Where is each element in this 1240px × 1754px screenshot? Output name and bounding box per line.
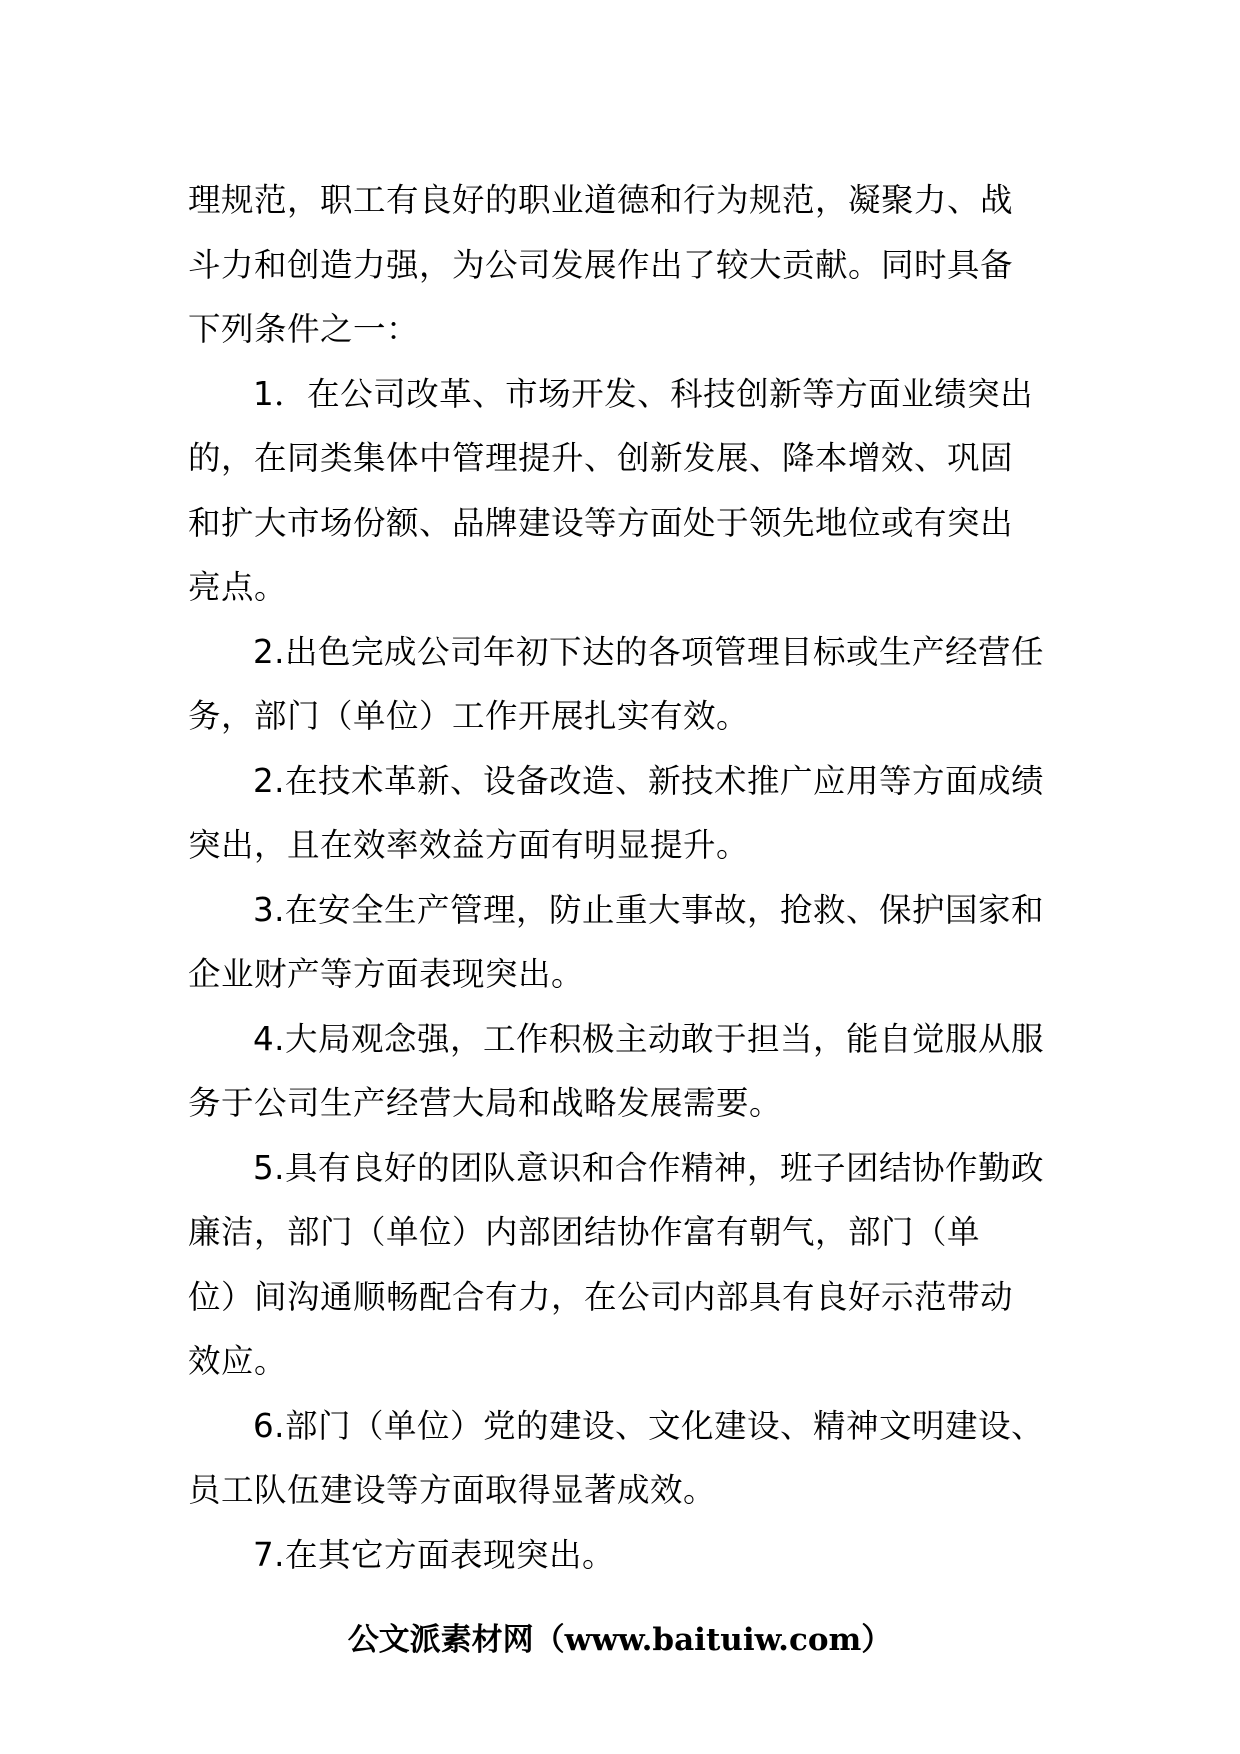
text-line: 突出，且在效率效益方面有明显提升。 [188, 826, 750, 864]
text-line: 位）间沟通顺畅配合有力，在公司内部具有良好示范带动 [188, 1277, 1014, 1316]
text-line: 务于公司生产经营大局和战略发展需要。 [188, 1084, 783, 1122]
text-line: 效应。 [188, 1342, 288, 1380]
text-line: 亮点。 [188, 568, 288, 606]
text-line: 务，部门（单位）工作开展扎实有效。 [188, 697, 750, 735]
watermark-footer: 公文派素材网（www.baituiw.com） [347, 1622, 893, 1658]
text-line: 斗力和创造力强，为公司发展作出了较大贡献。同时具备 [188, 245, 1014, 284]
text-line: 理规范，职工有良好的职业道德和行为规范，凝聚力、战 [188, 181, 1014, 219]
text-line: 廉洁，部门（单位）内部团结协作富有朝气，部门（单 [188, 1213, 981, 1251]
text-line: 2.在技术革新、设备改造、新技术推广应用等方面成绩 [253, 761, 1045, 800]
text-line: 7.在其它方面表现突出。 [253, 1535, 616, 1574]
text-line: 和扩大市场份额、品牌建设等方面处于领先地位或有突出 [188, 503, 1014, 542]
text-line: 2.出色完成公司年初下达的各项管理目标或生产经营任 [253, 632, 1045, 671]
text-line: 企业财产等方面表现突出。 [188, 955, 585, 993]
text-line: 6.部门（单位）党的建设、文化建设、精神文明建设、 [253, 1406, 1045, 1445]
text-line: 1．在公司改革、市场开发、科技创新等方面业绩突出 [253, 374, 1034, 413]
text-line: 5.具有良好的团队意识和合作精神，班子团结协作勤政 [253, 1148, 1045, 1187]
text-line: 的，在同类集体中管理提升、创新发展、降本增效、巩固 [188, 439, 1014, 477]
body-text [188, 168, 1060, 1587]
text-line: 员工队伍建设等方面取得显著成效。 [188, 1471, 717, 1509]
text-line: 下列条件之一： [188, 310, 420, 348]
text-line: 4.大局观念强，工作积极主动敢于担当，能自觉服从服 [253, 1019, 1045, 1058]
text-line: 3.在安全生产管理，防止重大事故，抢救、保护国家和 [253, 890, 1045, 929]
